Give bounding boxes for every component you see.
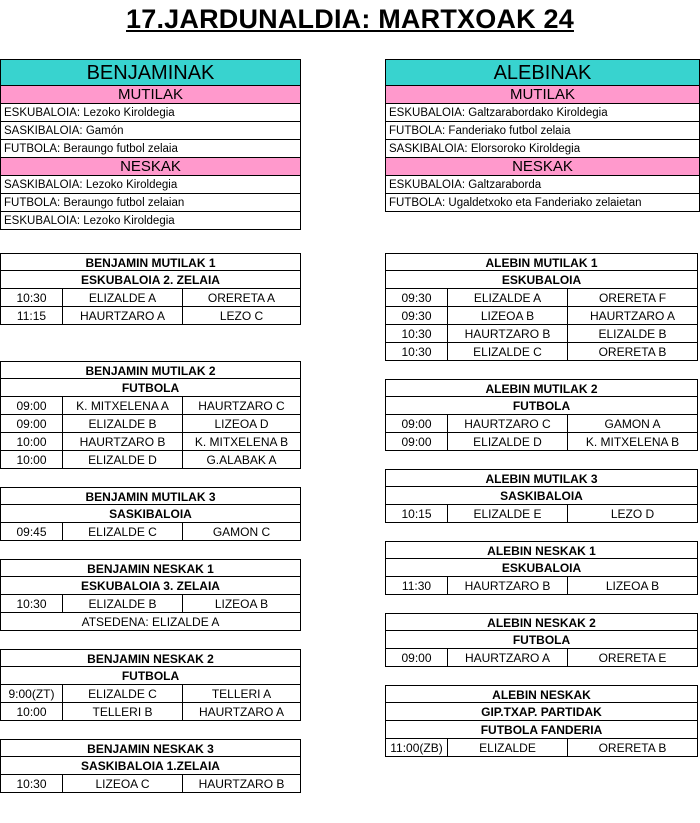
block-venue: FUTBOLA [0, 667, 301, 685]
home-team: LIZEOA C [63, 775, 183, 792]
home-team: ELIZALDE C [448, 343, 568, 360]
category-header-benjaminak: BENJAMINAK [0, 59, 301, 86]
home-team: ELIZALDE A [448, 289, 568, 306]
match-time: 10:00 [1, 433, 63, 450]
block-alebin-mutilak-3 [385, 469, 698, 523]
match-row [0, 451, 301, 469]
away-team: ORERETA B [598, 741, 667, 755]
home-team: HAURTZARO B [448, 325, 568, 342]
away-team: HAURTZARO A [589, 309, 676, 323]
away-team: ORERETA B [598, 345, 667, 359]
block-title: BENJAMIN NESKAK 3 [0, 739, 301, 757]
match-time: 9:00(ZT) [1, 685, 63, 702]
block-title: ALEBIN MUTILAK 3 [385, 469, 698, 487]
match-time: 11:00(ZB) [386, 739, 448, 756]
block-title: ALEBIN NESKAK 1 [385, 541, 698, 559]
match-row [385, 649, 698, 667]
match-time: 09:00 [1, 415, 63, 432]
venue-line: FUTBOLA: Beraungo futbol zelaia [0, 140, 301, 158]
away-team: GAMON A [604, 417, 661, 431]
home-team: ELIZALDE C [63, 523, 183, 540]
block-venue: ESKUBALOIA [385, 559, 698, 577]
match-time: 10:00 [1, 703, 63, 720]
gender-header-girls: NESKAK [385, 158, 700, 176]
match-row [385, 505, 698, 523]
match-row [0, 685, 301, 703]
home-team: HAURTZARO A [448, 649, 568, 666]
block-venue: FUTBOLA [385, 631, 698, 649]
block-title: BENJAMIN NESKAK 2 [0, 649, 301, 667]
match-row [385, 343, 698, 361]
home-team: ELIZALDE [448, 739, 568, 756]
home-team: HAURTZARO B [448, 577, 568, 594]
home-team: K. MITXELENA A [63, 397, 183, 414]
match-time: 10:30 [386, 343, 448, 360]
home-team: ELIZALDE C [63, 685, 183, 702]
block-venue: SASKIBALOIA 1.ZELAIA [0, 757, 301, 775]
home-team: TELLERI B [63, 703, 183, 720]
block-venue: ESKUBALOIA [385, 271, 698, 289]
block-alebin-mutilak-2 [385, 379, 698, 451]
rest-note: ATSEDENA: ELIZALDE A [0, 613, 301, 631]
away-team: K. MITXELENA B [194, 435, 289, 449]
match-time: 10:30 [1, 775, 63, 792]
match-time: 09:45 [1, 523, 63, 540]
venue-line: ESKUBALOIA: Galtzaraborda [385, 176, 700, 194]
away-team: ELIZALDE B [598, 327, 667, 341]
match-row [0, 595, 301, 613]
block-alebin-neskak-2 [385, 613, 698, 667]
block-benjamin-mutilak-1 [0, 253, 301, 325]
block-venue: ESKUBALOIA 3. ZELAIA [0, 577, 301, 595]
home-team: HAURTZARO A [63, 307, 183, 324]
match-time: 10:30 [1, 595, 63, 612]
home-team: ELIZALDE D [448, 433, 568, 450]
block-venue: SASKIBALOIA [385, 487, 698, 505]
venue-line: FUTBOLA: Beraungo futbol zelaian [0, 194, 301, 212]
match-row [385, 739, 698, 757]
gender-header-boys: MUTILAK [0, 86, 301, 104]
home-team: LIZEOA B [448, 307, 568, 324]
block-title: ALEBIN MUTILAK 2 [385, 379, 698, 397]
block-title: ALEBIN NESKAK 2 [385, 613, 698, 631]
venue-line: FUTBOLA: Fanderiako futbol zelaia [385, 122, 700, 140]
match-time: 10:30 [1, 289, 63, 306]
venue-line: SASKIBALOIA: Gamón [0, 122, 301, 140]
away-team: LEZO D [610, 507, 655, 521]
home-team: HAURTZARO C [448, 415, 568, 432]
benjaminak-venue-panel [0, 59, 301, 230]
match-time: 09:00 [386, 649, 448, 666]
match-row [385, 577, 698, 595]
match-time: 09:30 [386, 307, 448, 324]
block-alebin-neskak [385, 685, 698, 757]
block-title: BENJAMIN MUTILAK 1 [0, 253, 301, 271]
away-team: HAURTZARO A [198, 705, 285, 719]
block-venue: ESKUBALOIA 2. ZELAIA [0, 271, 301, 289]
match-time: 10:30 [386, 325, 448, 342]
venue-line: ESKUBALOIA: Galtzarabordako Kiroldegia [385, 104, 700, 122]
venue-line: FUTBOLA: Ugaldetxoko eta Fanderiako zelaietan [385, 194, 700, 212]
home-team: ELIZALDE A [63, 289, 183, 306]
away-team: LEZO C [219, 309, 264, 323]
block-subtitle: GIP.TXAP. PARTIDAK [385, 703, 698, 721]
home-team: HAURTZARO B [63, 433, 183, 450]
away-team: K. MITXELENA B [585, 435, 680, 449]
away-team: G.ALABAK A [206, 453, 277, 467]
match-time: 11:15 [1, 307, 63, 324]
match-time: 10:00 [1, 451, 63, 468]
block-title: BENJAMIN NESKAK 1 [0, 559, 301, 577]
block-title: ALEBIN MUTILAK 1 [385, 253, 698, 271]
block-venue: FUTBOLA [0, 379, 301, 397]
block-alebin-neskak-1 [385, 541, 698, 595]
alebinak-venue-panel [385, 59, 700, 212]
home-team: ELIZALDE B [63, 595, 183, 612]
match-time: 09:00 [1, 397, 63, 414]
match-row [0, 433, 301, 451]
home-team: ELIZALDE E [448, 505, 568, 522]
match-row [385, 325, 698, 343]
home-team: ELIZALDE D [63, 451, 183, 468]
block-benjamin-neskak-3 [0, 739, 301, 793]
away-team: ORERETA F [598, 291, 667, 305]
block-venue: SASKIBALOIA [0, 505, 301, 523]
gender-header-girls: NESKAK [0, 158, 301, 176]
away-team: HAURTZARO B [198, 777, 285, 791]
block-title: BENJAMIN MUTILAK 3 [0, 487, 301, 505]
match-time: 09:00 [386, 415, 448, 432]
match-row [0, 289, 301, 307]
venue-line: ESKUBALOIA: Lezoko Kiroldegia [0, 212, 301, 230]
match-row [0, 307, 301, 325]
match-row [385, 289, 698, 307]
match-row [0, 397, 301, 415]
away-team: LIZEOA D [214, 417, 269, 431]
away-team: LIZEOA B [214, 597, 269, 611]
match-time: 09:30 [386, 289, 448, 306]
home-team: ELIZALDE B [63, 415, 183, 432]
match-time: 10:15 [386, 505, 448, 522]
page-title: 17.JARDUNALDIA: MARTXOAK 24 [126, 4, 574, 34]
away-team: HAURTZARO C [198, 399, 285, 413]
away-team: TELLERI A [211, 687, 272, 701]
match-row [385, 433, 698, 451]
block-benjamin-mutilak-2 [0, 361, 301, 469]
block-benjamin-mutilak-3 [0, 487, 301, 541]
match-row [0, 415, 301, 433]
block-title: ALEBIN NESKAK [385, 685, 698, 703]
category-header-alebinak: ALEBINAK [385, 59, 700, 86]
block-venue: FUTBOLA FANDERIA [385, 721, 698, 739]
match-row [0, 703, 301, 721]
block-alebin-mutilak-1 [385, 253, 698, 361]
gender-header-boys: MUTILAK [385, 86, 700, 104]
match-row [385, 307, 698, 325]
match-time: 09:00 [386, 433, 448, 450]
away-team: ORERETA A [207, 291, 276, 305]
match-row [0, 775, 301, 793]
venue-line: SASKIBALOIA: Lezoko Kiroldegia [0, 176, 301, 194]
block-benjamin-neskak-2 [0, 649, 301, 721]
away-team: LIZEOA B [605, 579, 660, 593]
block-benjamin-neskak-1 [0, 559, 301, 631]
block-title: BENJAMIN MUTILAK 2 [0, 361, 301, 379]
away-team: ORERETA E [598, 651, 667, 665]
block-venue: FUTBOLA [385, 397, 698, 415]
match-time: 11:30 [386, 577, 448, 594]
venue-line: ESKUBALOIA: Lezoko Kiroldegia [0, 104, 301, 122]
match-row [0, 523, 301, 541]
venue-line: SASKIBALOIA: Elorsoroko Kiroldegia [385, 140, 700, 158]
match-row [385, 415, 698, 433]
away-team: GAMON C [212, 525, 271, 539]
